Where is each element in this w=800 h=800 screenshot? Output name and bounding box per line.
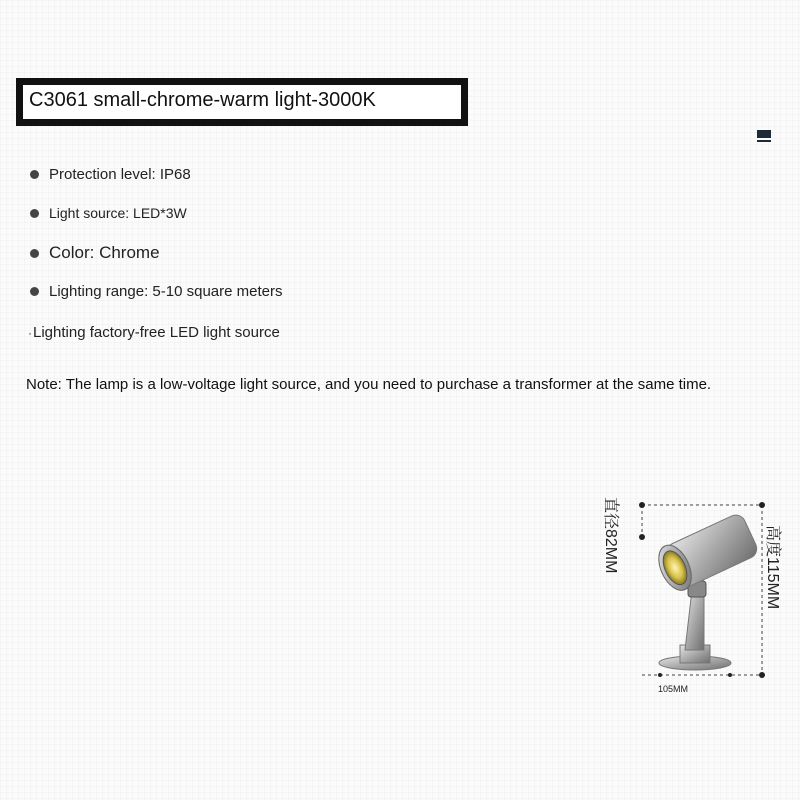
spec-item-light-source bbox=[30, 205, 187, 221]
product-title-box bbox=[16, 78, 468, 126]
spec-item-lighting-range bbox=[30, 283, 282, 300]
bullet-tick-icon: · bbox=[28, 325, 32, 340]
spec-text: Color: Chrome bbox=[49, 243, 160, 262]
height-label: 高度115MM bbox=[764, 525, 781, 610]
spec-text: Light source: LED*3W bbox=[49, 205, 187, 221]
bullet-dot-icon bbox=[30, 170, 39, 179]
spec-item-protection bbox=[30, 166, 191, 183]
bullet-dot-icon bbox=[30, 287, 39, 296]
lamp-diagram bbox=[600, 485, 800, 705]
spec-text: Lighting range: 5-10 square meters bbox=[49, 283, 283, 300]
spec-item-color bbox=[30, 243, 160, 263]
product-title: C3061 small-chrome-warm light-3000K bbox=[29, 89, 376, 111]
base-width-label: 105MM bbox=[658, 684, 689, 694]
spec-text: Protection level: IP68 bbox=[49, 166, 191, 183]
diameter-label: 直径82MM bbox=[602, 497, 619, 574]
spec-item-factory-free bbox=[28, 324, 280, 341]
bullet-dot-icon bbox=[30, 209, 39, 218]
bullet-dot-icon bbox=[30, 249, 39, 258]
note-text: Note: The lamp is a low-voltage light source, and you need to purchase a transformer at the same time. bbox=[26, 376, 712, 393]
spec-text: Lighting factory-free LED light source bbox=[33, 324, 280, 341]
menu-icon[interactable] bbox=[757, 130, 771, 140]
